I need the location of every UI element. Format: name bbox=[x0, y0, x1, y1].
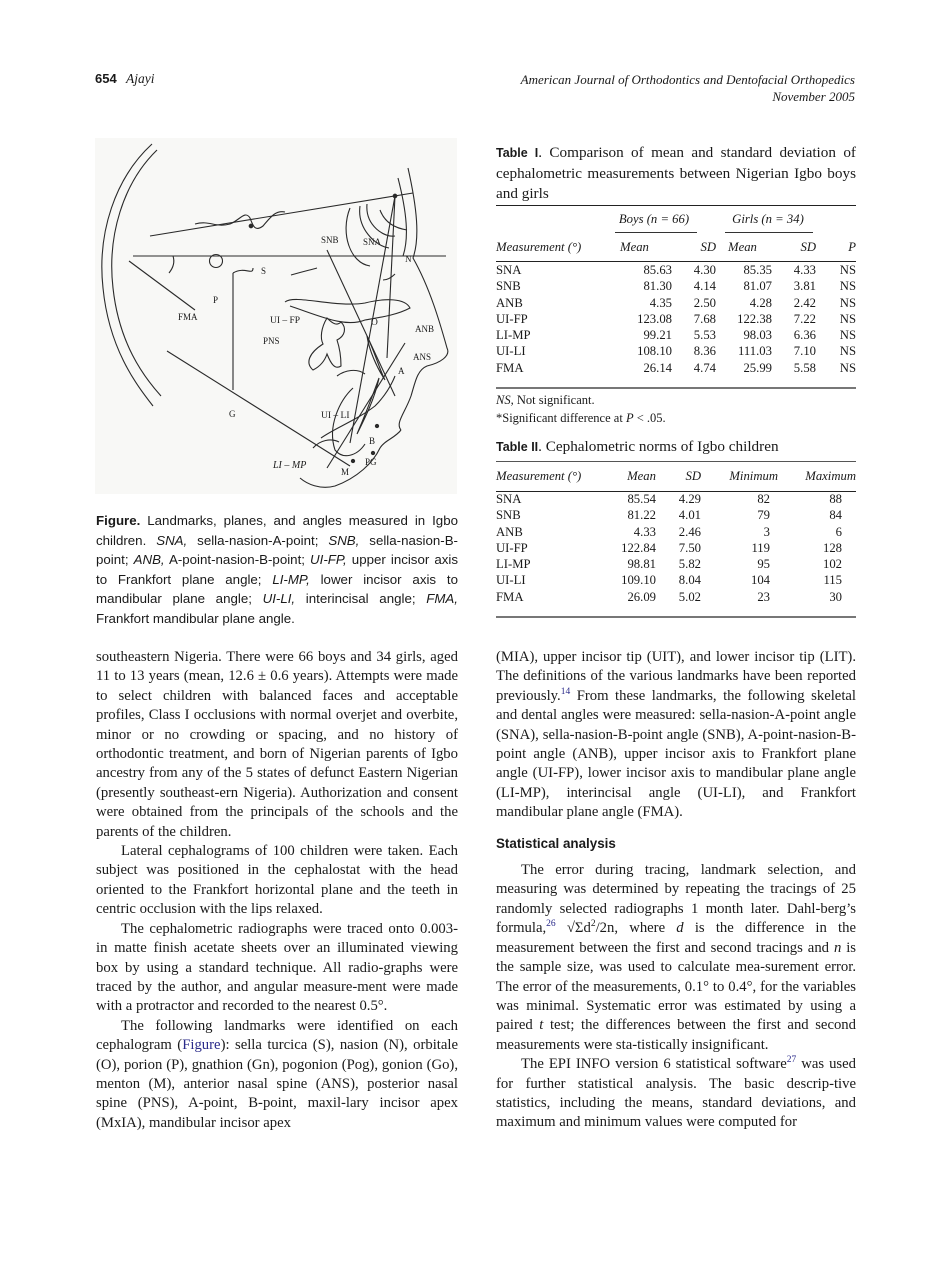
label-anb: ANB bbox=[415, 324, 435, 334]
paragraph: The following landmarks were identified on each cephalogram (Figure): sella turcica (S), nasion (N), orbitale (O), porion (P), gnathion (Gn), pogonion (Pog), gonion (Go), menton (M), anterior nasal spine (ANS), posterior nasal spine (PNS), A-point, B-point, maxil-lary incisor apex (MxIA), mandibular incisor apex bbox=[96, 1017, 458, 1131]
table-cell: 102 bbox=[822, 557, 842, 572]
caption-segment: Frankfort mandibular plane angle. bbox=[96, 610, 295, 626]
table-cell: 95 bbox=[757, 557, 770, 572]
table-cell: 25.99 bbox=[743, 360, 772, 375]
table-row bbox=[496, 256, 856, 278]
table-cell: 5.53 bbox=[693, 328, 716, 343]
caption-segment: interincisal angle; bbox=[295, 591, 427, 606]
row-label: UI-LI bbox=[496, 344, 526, 359]
caption-segment: sella-nasion-A-point; bbox=[187, 532, 329, 548]
label-s: S bbox=[261, 266, 267, 276]
table-row bbox=[496, 311, 856, 327]
table-cell: 30 bbox=[829, 589, 842, 604]
label-sna: SNA bbox=[363, 237, 382, 247]
running-header-right bbox=[521, 71, 855, 105]
running-author: Ajayi bbox=[125, 71, 155, 86]
row-label: ANB bbox=[496, 295, 523, 310]
table-cell: 108.10 bbox=[637, 344, 672, 359]
table2-title bbox=[496, 437, 856, 458]
table2-col-measurement: Measurement (°) bbox=[496, 468, 582, 483]
table-row bbox=[496, 589, 856, 605]
caption-segment: upper incisor axis to Frankfort plane angle; bbox=[96, 552, 458, 587]
table-cell: 99.21 bbox=[643, 328, 672, 343]
section-heading-statistical-analysis: Statistical analysis bbox=[496, 835, 616, 851]
table-cell: 4.33 bbox=[793, 263, 816, 277]
table1-group-boys: Boys (n = 66) bbox=[618, 212, 690, 226]
table-cell: 26.14 bbox=[643, 360, 672, 375]
table-cell: 81.30 bbox=[643, 279, 672, 294]
table-cell: NS bbox=[839, 328, 856, 343]
paragraph: southeastern Nigeria. There were 66 boys and 34 girls, aged 11 to 13 years (mean, 12.6 ± 0.6 years). Attempts were made to select children with balanced faces and acceptable profiles, Class I occlusions with normal overjet and overbite, minor or no crowding or spacing, and no history of orthodontic treatment, and born of Nigerian parents of Igbo ancestry from any of the 5 states of defunct Eastern Nigerian (presently southeast-ern Nigeria). Authorization and consent were obtained from the principals of the schools and the parents of the children. bbox=[96, 649, 458, 840]
table-cell: 81.22 bbox=[627, 508, 656, 523]
row-label: SNB bbox=[496, 279, 521, 294]
table1-col-boys-sd: SD bbox=[700, 239, 716, 254]
figure-caption-label: Figure. bbox=[96, 513, 141, 528]
table2-label: Table II bbox=[496, 440, 539, 454]
table-cell: 26.09 bbox=[627, 589, 656, 604]
table1-col-girls-sd: SD bbox=[800, 239, 816, 254]
table1-bottom-rule bbox=[496, 387, 856, 389]
caption-segment: ANB, bbox=[133, 552, 165, 567]
table1-col-p: P bbox=[848, 239, 856, 254]
paragraph: (MIA), upper incisor tip (UIT), and lower incisor tip (LIT). The definitions of the various landmarks have been reported previously.$^{14}$ From these landmarks, the following skeletal and dental angles were measured: sella-nasion-A-point angle (SNA), sella-nasion-B-point angle (SNB), A-point-nasion-B-point angle (ANB), upper incisor axis to Frankfort plane angle (UI-FP), lower incisor axis to mandibular plane angle (LI-MP), interincisal angle (UI-LI), and Frankfort mandibular plane angle (FMA). bbox=[496, 649, 856, 821]
table-cell: 84 bbox=[829, 508, 842, 523]
table-cell: NS bbox=[839, 279, 856, 294]
label-m: M bbox=[341, 467, 350, 477]
row-label: UI-FP bbox=[496, 311, 528, 326]
table-cell: 4.14 bbox=[693, 279, 716, 294]
table-cell: 4.74 bbox=[693, 360, 716, 375]
caption-segment: UI-FP, bbox=[310, 552, 347, 567]
table-cell: 5.58 bbox=[793, 360, 816, 375]
table-cell: 2.50 bbox=[693, 295, 716, 310]
table-row bbox=[496, 295, 856, 311]
table-cell: 7.22 bbox=[793, 311, 816, 326]
label-b: B bbox=[369, 436, 376, 446]
table-cell: 88 bbox=[829, 492, 842, 506]
table-cell: 85.35 bbox=[743, 263, 772, 277]
label-p: P bbox=[213, 295, 219, 305]
figure-caption bbox=[96, 511, 458, 628]
label-fma: FMA bbox=[178, 312, 198, 322]
caption-segment: A-point-nasion-B-point; bbox=[164, 552, 311, 567]
table-cell: 82 bbox=[757, 492, 770, 506]
row-label: SNA bbox=[496, 492, 522, 506]
table-cell: 123.08 bbox=[637, 311, 672, 326]
table-cell: 8.04 bbox=[678, 573, 701, 588]
table1-col-measurement: Measurement (°) bbox=[496, 239, 582, 254]
figure-link[interactable]: Figure bbox=[182, 1037, 221, 1054]
table-row bbox=[496, 540, 856, 556]
table-row bbox=[496, 278, 856, 294]
table1-footnote-ns: NS, Not significant. bbox=[496, 393, 595, 407]
row-label: LI-MP bbox=[496, 328, 531, 343]
paragraph: The error during tracing, landmark selection, and measuring was determined by repeating the tracings of 25 randomly selected radiographs 1 month later. Dahl-berg’s formula,$^{26}$ $√\Sigma d^2/2n$, where d is the difference in the measurement between the first and second tracings and n is the sample size, was used to calculate mea-surement error. The error of the measurements, 0.1° to 0.4°, for the variables was minimal. Systematic error was estimated by using a paired t test; the differences between the first and second measurements were sta-tistically insignificant. bbox=[496, 862, 857, 1053]
caption-segment: FMA, bbox=[426, 591, 458, 606]
table1-group-girls-rule bbox=[725, 232, 813, 233]
table-cell: 23 bbox=[757, 589, 770, 604]
caption-segment: SNA, bbox=[156, 532, 188, 548]
caption-segment: SNB, bbox=[328, 532, 360, 548]
table-cell: 81.07 bbox=[743, 279, 772, 294]
table-cell: 5.82 bbox=[678, 557, 701, 572]
caption-segment: sella-nasion-B-point; bbox=[96, 532, 458, 567]
table-row bbox=[496, 572, 856, 588]
table-row bbox=[496, 360, 856, 376]
table-cell: 3.81 bbox=[793, 279, 816, 294]
table1-col-girls-mean: Mean bbox=[728, 239, 757, 254]
table-cell: 98.81 bbox=[627, 557, 656, 572]
reference-link-27[interactable]: 27 bbox=[786, 1055, 797, 1066]
table1-footnote-significance: *Significant difference at P < .05. bbox=[496, 410, 666, 425]
label-snb: SNB bbox=[321, 235, 339, 245]
table-cell: 98.03 bbox=[743, 328, 772, 343]
figure-caption-text bbox=[96, 513, 458, 626]
table-cell: NS bbox=[839, 360, 856, 375]
paragraph: Lateral cephalograms of 100 children were taken. Each subject was positioned in the cephalostat with the head oriented to the Frankfort horizontal plane and the teeth in centric occlusion with the lips relaxed. bbox=[96, 843, 458, 918]
table-cell: NS bbox=[839, 263, 856, 277]
label-n: N bbox=[405, 254, 412, 264]
caption-segment: UI-LI, bbox=[262, 591, 296, 606]
table-cell: 6 bbox=[835, 524, 842, 539]
table-cell: 111.03 bbox=[738, 344, 772, 359]
row-label: FMA bbox=[496, 360, 524, 375]
caption-segment: LI-MP, bbox=[272, 571, 310, 587]
table-cell: 128 bbox=[822, 540, 842, 555]
table-cell: 109.10 bbox=[621, 573, 656, 588]
table2-col-maximum: Maximum bbox=[805, 468, 856, 483]
label-pg: PG bbox=[365, 457, 377, 467]
table-cell: 2.42 bbox=[793, 295, 816, 310]
label-a: A bbox=[398, 366, 405, 376]
table-cell: 5.02 bbox=[678, 589, 701, 604]
table-row bbox=[496, 327, 856, 343]
label-ans: ANS bbox=[413, 352, 432, 362]
table1-group-boys-rule bbox=[615, 232, 697, 233]
table2-bottom-rule bbox=[496, 616, 856, 618]
table-cell: 4.28 bbox=[749, 295, 772, 310]
table-row bbox=[496, 524, 856, 540]
cephalometric-figure bbox=[95, 138, 457, 494]
journal-title: American Journal of Orthodontics and Dentofacial Orthopedics bbox=[520, 72, 855, 87]
right-text-column bbox=[496, 648, 856, 1133]
table-cell: 6.36 bbox=[793, 328, 816, 343]
row-label: SNA bbox=[496, 263, 522, 277]
page-number: 654 bbox=[95, 71, 117, 86]
table1-label: Table I bbox=[496, 146, 539, 160]
table-cell: 2.46 bbox=[678, 524, 701, 539]
table-row bbox=[496, 507, 856, 523]
table-cell: 4.35 bbox=[649, 295, 672, 310]
table2-col-mean: Mean bbox=[627, 468, 656, 483]
table2-header-rule bbox=[496, 491, 856, 492]
table-cell: 122.84 bbox=[621, 540, 656, 555]
left-text-column bbox=[96, 648, 458, 1133]
caption-segment: Landmarks, planes, and angles measured in Igbo children. bbox=[96, 513, 458, 548]
label-o: O bbox=[371, 318, 378, 328]
issue-date: November 2005 bbox=[772, 89, 855, 104]
label-li-mp: LI – MP bbox=[273, 460, 307, 471]
table-cell: 3 bbox=[763, 524, 770, 539]
table-cell: 7.68 bbox=[693, 311, 716, 326]
row-label: ANB bbox=[496, 524, 523, 539]
label-ui-li: UI – LI bbox=[321, 411, 350, 421]
table-cell: 4.29 bbox=[678, 492, 701, 506]
reference-link-14[interactable]: 14 bbox=[560, 686, 571, 697]
table-cell: 122.38 bbox=[737, 311, 772, 326]
table-cell: 4.01 bbox=[678, 508, 701, 523]
table2-col-sd: SD bbox=[685, 468, 701, 483]
paragraph: The cephalometric radiographs were traced onto 0.003-in matte finish acetate sheets over an illuminated viewing box by using a standard technique. All radio-graphs were traced by the author, and angular measure-ment were made with a protractor and recorded to the nearest 0.5°. bbox=[96, 920, 458, 1015]
table-cell: 85.63 bbox=[643, 263, 672, 277]
label-ui-fp: UI – FP bbox=[270, 316, 301, 326]
table2-top-rule bbox=[496, 461, 856, 462]
table1-col-boys-mean: Mean bbox=[620, 239, 649, 254]
table-cell: NS bbox=[839, 295, 856, 310]
row-label: FMA bbox=[496, 589, 524, 604]
table1-group-girls: Girls (n = 34) bbox=[732, 212, 804, 226]
table-cell: NS bbox=[839, 344, 856, 359]
table-row bbox=[496, 343, 856, 359]
table-row bbox=[496, 556, 856, 572]
paragraph: The EPI INFO version 6 statistical software$^{27}$ was used for further statistical analysis. The basic descrip-tive statistics, including the means, standard deviations, and maximum and minimum values were computed for bbox=[496, 1055, 857, 1131]
row-label: LI-MP bbox=[496, 557, 531, 572]
table1 bbox=[496, 238, 856, 376]
table-cell: 7.50 bbox=[678, 540, 701, 555]
table-cell: 8.36 bbox=[693, 344, 716, 359]
table-cell: 115 bbox=[823, 573, 842, 588]
table-cell: 85.54 bbox=[627, 492, 656, 506]
table-cell: 104 bbox=[750, 573, 770, 588]
table-cell: 7.10 bbox=[793, 344, 816, 359]
table1-header-rule bbox=[496, 261, 856, 262]
table2-title-text: . Cephalometric norms of Igbo children bbox=[538, 438, 779, 455]
table1-footnotes bbox=[496, 392, 666, 427]
label-pns: PNS bbox=[263, 336, 280, 346]
row-label: UI-FP bbox=[496, 540, 528, 555]
reference-link-26[interactable]: 26 bbox=[546, 919, 556, 930]
table-cell: 4.30 bbox=[693, 263, 716, 277]
table2 bbox=[496, 467, 856, 605]
caption-segment: lower incisor axis to mandibular plane angle; bbox=[96, 571, 458, 606]
row-label: SNB bbox=[496, 508, 521, 523]
table-cell: 119 bbox=[751, 540, 770, 555]
running-header-left bbox=[95, 71, 154, 87]
table-cell: NS bbox=[839, 311, 856, 326]
row-label: UI-LI bbox=[496, 573, 526, 588]
table2-col-minimum: Minimum bbox=[729, 468, 778, 483]
table-row bbox=[496, 485, 856, 507]
table1-title bbox=[496, 143, 856, 205]
table1-top-rule bbox=[496, 205, 856, 206]
table-cell: 4.33 bbox=[633, 524, 656, 539]
table-cell: 79 bbox=[757, 508, 770, 523]
label-g: G bbox=[229, 409, 236, 419]
table1-title-text: . Comparison of mean and standard deviation of cephalometric measurements between Nigerian Igbo boys and girls bbox=[496, 144, 856, 202]
